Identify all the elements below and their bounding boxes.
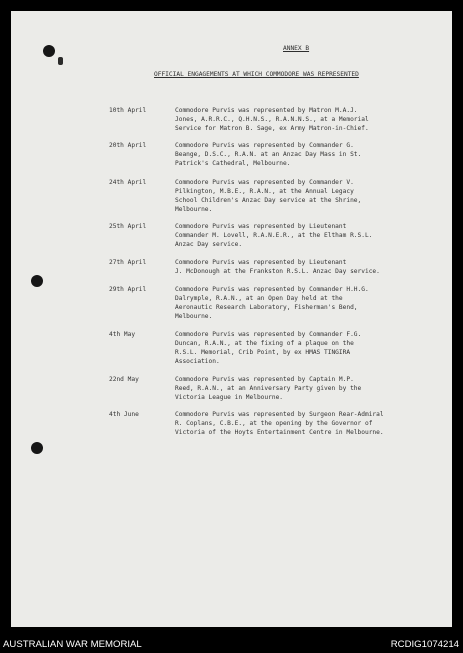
- entry-line: Commodore Purvis was represented by Commander G.: [175, 142, 354, 149]
- entry-line: J. McDonough at the Frankston R.S.L. Anzac Day service.: [175, 267, 380, 275]
- entry-date: 4th June: [109, 411, 139, 418]
- entry-line: Commodore Purvis was represented by Matron M.A.J.: [175, 107, 358, 114]
- entry-line: Melbourne.: [175, 312, 213, 320]
- punch-hole-middle: [31, 275, 43, 287]
- entry-line: School Children's Anzac Day service at the Shrine,: [175, 196, 362, 204]
- entry-line: Commodore Purvis was represented by Commander H.H.G.: [175, 286, 369, 293]
- entry-date: 29th April: [109, 286, 147, 293]
- entry-date: 20th April: [109, 142, 147, 149]
- entry-line: R. Coplans, C.B.E., at the opening by the Governor of: [175, 419, 373, 427]
- entry-line: Reed, R.A.N., at an Anniversary Party given by the: [175, 384, 362, 392]
- entry-text: [175, 179, 437, 215]
- document-title: OFFICIAL ENGAGEMENTS AT WHICH COMMODORE WAS REPRESENTED: [154, 71, 359, 78]
- entry-line: Association.: [175, 357, 220, 365]
- entry-line: Commodore Purvis was represented by Captain M.P.: [175, 376, 354, 383]
- entry-line: Victoria League in Melbourne.: [175, 393, 284, 401]
- entry-date: 27th April: [109, 259, 147, 266]
- entry-line: Commodore Purvis was represented by Commander F.G.: [175, 331, 362, 338]
- entry-text: [175, 223, 437, 250]
- source-caption: AUSTRALIAN WAR MEMORIAL: [3, 639, 142, 650]
- entry-line: Dalrymple, R.A.N., at an Open Day held at the: [175, 294, 343, 302]
- entry-text: [175, 142, 437, 169]
- annex-heading: ANNEX B: [283, 45, 310, 52]
- entry-date: 4th May: [109, 331, 136, 338]
- entry-text: [175, 376, 437, 403]
- entry-date: 25th April: [109, 223, 147, 230]
- entry-line: R.S.L. Memorial, Crib Point, by ex HMAS TINGIRA: [175, 348, 351, 356]
- entry-line: Anzac Day service.: [175, 240, 243, 248]
- caption-bar: [0, 627, 463, 653]
- reference-caption: RCDIG1074214: [390, 639, 459, 650]
- entry-line: Jones, A.R.R.C., Q.H.N.S., R.A.N.N.S., at a Memorial: [175, 115, 369, 123]
- entry-line: Melbourne.: [175, 205, 213, 213]
- entry-line: Beange, D.S.C., R.A.N. at an Anzac Day Mass in St.: [175, 150, 362, 158]
- entry-line: Service for Matron B. Sage, ex Army Matron-in-Chief.: [175, 124, 369, 132]
- entry-line: Commodore Purvis was represented by Surgeon Rear-Admiral: [175, 411, 384, 418]
- entry-text: [175, 107, 437, 134]
- entry-text: [175, 259, 437, 277]
- entry-text: [175, 331, 437, 367]
- entry-line: Commodore Purvis was represented by Commander V.: [175, 179, 354, 186]
- punch-hole-bottom: [31, 442, 43, 454]
- punch-hole-top: [43, 45, 55, 57]
- entry-line: Commander M. Lovell, R.A.N.E.R., at the Eltham R.S.L.: [175, 231, 373, 239]
- entry-date: 22nd May: [109, 376, 139, 383]
- entry-line: Duncan, R.A.N., at the fixing of a plaque on the: [175, 339, 354, 347]
- staple-mark: [58, 57, 63, 65]
- entry-date: 10th April: [109, 107, 147, 114]
- entry-line: Victoria of the Hoyts Entertainment Centre in Melbourne.: [175, 428, 384, 436]
- entry-text: [175, 411, 437, 438]
- entry-text: [175, 286, 437, 322]
- entry-line: Commodore Purvis was represented by Lieutenant: [175, 223, 347, 230]
- entry-line: Pilkington, M.B.E., R.A.N., at the Annual Legacy: [175, 187, 354, 195]
- entry-line: Commodore Purvis was represented by Lieutenant: [175, 259, 347, 266]
- entry-line: Aeronautic Research Laboratory, Fisherman's Bend,: [175, 303, 358, 311]
- entry-line: Patrick's Cathedral, Melbourne.: [175, 159, 291, 167]
- document-page: [11, 11, 452, 627]
- entry-date: 24th April: [109, 179, 147, 186]
